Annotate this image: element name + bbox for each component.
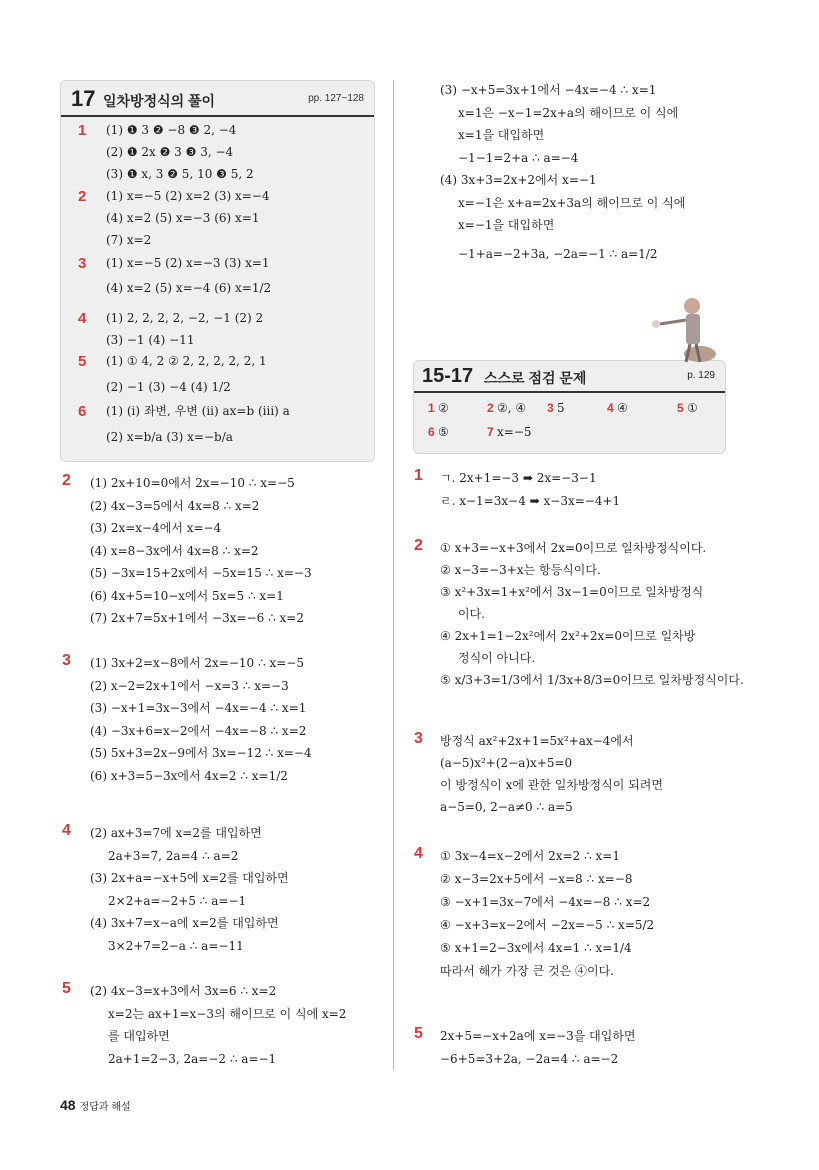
box17-item-line: (2) −1 (3) −4 (4) 1/2 — [106, 380, 231, 394]
box17-item-number: 6 — [78, 403, 87, 420]
box17-item-line: (1) ❶ 3 ❷ −8 ❸ 2, −4 — [106, 123, 237, 137]
page-footer — [60, 1097, 131, 1113]
box17-item-number: 2 — [78, 188, 87, 205]
box17-item-line: (1) ① 4, 2 ② 2, 2, 2, 2, 2, 1 — [106, 354, 267, 368]
answer-number: 4 — [607, 401, 618, 415]
answer-number: 2 — [487, 401, 498, 415]
answer-number: 6 — [428, 425, 439, 439]
left-solution-line: (2) ax+3=7에 x=2를 대입하면 — [90, 826, 262, 840]
left-solution-line: (2) x−2=2x+1에서 −x=3 ∴ x=−3 — [90, 678, 289, 693]
left-solution-line: (3) 2x+a=−x+5에 x=2를 대입하면 — [90, 871, 289, 885]
footer-label: 정답과 해설 — [79, 1102, 131, 1113]
box2-number: 15-17 — [422, 365, 474, 387]
left-solution-line: x=2는 ax+1=x−3의 해이므로 이 식에 x=2 — [108, 1006, 347, 1021]
box2-pages: p. 129 — [687, 370, 715, 381]
self-check-answer — [547, 400, 565, 416]
box-header — [61, 81, 374, 117]
left-solution-line: (4) 3x+7=x−a에 x=2를 대입하면 — [90, 916, 279, 930]
right-solution-line: ③ −x+1=3x−7에서 −4x=−8 ∴ x=2 — [440, 895, 651, 909]
right-solution-line: −6+5=3+2a, −2a=4 ∴ a=−2 — [440, 1052, 619, 1066]
left-solution-line: (2) 4x−3=5에서 4x=8 ∴ x=2 — [90, 498, 260, 513]
box17-item-number: 1 — [78, 122, 87, 139]
right-solution-line: ㄱ. 2x+1=−3 ➡ 2x=−3−1 — [440, 471, 597, 485]
wizard-illustration — [640, 292, 730, 366]
box17-item-number: 5 — [78, 353, 87, 370]
box2-title: 스스로 점검 문제 — [484, 370, 587, 386]
answer-value: x=−5 — [497, 425, 532, 439]
answer-value: ⑤ — [438, 425, 449, 439]
answer-value: ④ — [617, 401, 628, 415]
right-top-line: −1+a=−2+3a, −2a=−1 ∴ a=1/2 — [458, 246, 658, 261]
left-solution-line: 2a+1=2−3, 2a=−2 ∴ a=−1 — [108, 1051, 277, 1066]
left-solution-line: (4) −3x+6=x−2에서 −4x=−8 ∴ x=2 — [90, 723, 307, 738]
right-solution-line: ⑤ x+1=2−3x에서 4x=1 ∴ x=1/4 — [440, 941, 632, 955]
left-solution-line: (5) −3x=15+2x에서 −5x=15 ∴ x=−3 — [90, 566, 312, 580]
left-solution-line: (7) 2x+7=5x+1에서 −3x=−6 ∴ x=2 — [90, 611, 304, 625]
right-solution-line: 방정식 ax²+2x+1=5x²+ax−4에서 — [440, 734, 634, 748]
self-check-answer — [607, 400, 628, 416]
right-top-line: x=−1은 x+a=2x+3a의 해이므로 이 식에 — [458, 195, 686, 210]
right-question-number: 5 — [414, 1025, 423, 1042]
right-top-line: (4) 3x+3=2x+2에서 x=−1 — [440, 173, 597, 187]
answer-number: 1 — [428, 401, 439, 415]
right-solution-line: ⑤ x/3+3=1/3에서 1/3x+8/3=0이므로 일차방정식이다. — [440, 673, 744, 687]
right-solution-line: (a−5)x²+(2−a)x+5=0 — [440, 756, 573, 770]
box17-item-number: 3 — [78, 255, 87, 272]
answer-value: ②, ④ — [497, 401, 527, 415]
box17-item-line: (2) x=b/a (3) x=−b/a — [106, 430, 233, 444]
self-check-answer — [428, 400, 449, 416]
answer-value: ① — [687, 401, 698, 415]
self-check-answer — [428, 424, 449, 440]
box-title: 일차방정식의 풀이 — [103, 93, 216, 109]
right-top-line: x=−1을 대입하면 — [458, 218, 555, 232]
right-solution-line: 이다. — [458, 607, 485, 621]
left-solution-line: 2a+3=7, 2a=4 ∴ a=2 — [108, 848, 239, 863]
right-solution-line: 2x+5=−x+2a에 x=−3을 대입하면 — [440, 1029, 636, 1043]
box17-item-line: (3) ❶ x, 3 ❷ 5, 10 ❸ 5, 2 — [106, 167, 254, 181]
right-question-number: 3 — [414, 730, 423, 747]
right-top-line: x=1을 대입하면 — [458, 128, 545, 142]
box17-item-line: (1) x=−5 (2) x=−3 (3) x=1 — [106, 256, 270, 270]
box17-item-line: (7) x=2 — [106, 233, 152, 247]
answer-number: 7 — [487, 425, 498, 439]
self-check-answer — [677, 400, 698, 416]
right-solution-line: 정식이 아니다. — [458, 651, 536, 665]
left-question-number: 5 — [62, 980, 71, 997]
box17-item-line: (4) x=2 (5) x=−3 (6) x=1 — [106, 211, 260, 225]
right-top-line: (3) −x+5=3x+1에서 −4x=−4 ∴ x=1 — [440, 83, 657, 97]
left-question-number: 2 — [62, 472, 71, 489]
answer-number: 3 — [547, 401, 558, 415]
right-solution-line: ② x−3=2x+5에서 −x=8 ∴ x=−8 — [440, 872, 633, 886]
left-solution-line: (2) 4x−3=x+3에서 3x=6 ∴ x=2 — [90, 984, 277, 998]
right-solution-line: ④ −x+3=x−2에서 −2x=−5 ∴ x=5/2 — [440, 918, 655, 932]
right-solution-line: a−5=0, 2−a≠0 ∴ a=5 — [440, 800, 573, 814]
answer-value: ② — [438, 401, 449, 415]
left-solution-line: 2×2+a=−2+5 ∴ a=−1 — [108, 893, 247, 908]
right-solution-line: ① x+3=−x+3에서 2x=0이므로 일차방정식이다. — [440, 541, 707, 555]
right-top-line: −1−1=2+a ∴ a=−4 — [458, 150, 579, 165]
left-solution-line: (1) 2x+10=0에서 2x=−10 ∴ x=−5 — [90, 476, 295, 490]
left-solution-line: (3) −x+1=3x−3에서 −4x=−4 ∴ x=1 — [90, 701, 307, 715]
right-solution-line: ② x−3=−3+x는 항등식이다. — [440, 563, 601, 577]
box17-item-line: (3) −1 (4) −11 — [106, 333, 195, 347]
right-solution-line: 이 방정식이 x에 관한 일차방정식이 되려면 — [440, 778, 663, 792]
right-solution-line: ③ x²+3x=1+x²에서 3x−1=0이므로 일차방정식 — [440, 585, 704, 599]
left-solution-line: (3) 2x=x−4에서 x=−4 — [90, 521, 222, 535]
page-number: 48 — [60, 1097, 76, 1113]
right-question-number: 2 — [414, 537, 423, 554]
box-pages: pp. 127~128 — [308, 93, 364, 104]
left-solution-line: (6) x+3=5−3x에서 4x=2 ∴ x=1/2 — [90, 768, 288, 783]
self-check-answer — [487, 400, 526, 416]
left-question-number: 3 — [62, 652, 71, 669]
left-solution-line: 3×2+7=2−a ∴ a=−11 — [108, 938, 244, 953]
box17-item-number: 4 — [78, 310, 87, 327]
box17-item-line: (1) x=−5 (2) x=2 (3) x=−4 — [106, 189, 270, 203]
left-solution-line: (1) 3x+2=x−8에서 2x=−10 ∴ x=−5 — [90, 656, 304, 670]
box-number: 17 — [71, 86, 96, 111]
self-check-answer — [487, 424, 532, 440]
box17-item-line: (4) x=2 (5) x=−4 (6) x=1/2 — [106, 281, 272, 295]
box17-item-line: (1) 2, 2, 2, 2, −2, −1 (2) 2 — [106, 311, 264, 325]
left-solution-line: (6) 4x+5=10−x에서 5x=5 ∴ x=1 — [90, 588, 284, 603]
left-solution-line: (4) x=8−3x에서 4x=8 ∴ x=2 — [90, 543, 259, 558]
left-solution-line: (5) 5x+3=2x−9에서 3x=−12 ∴ x=−4 — [90, 746, 312, 760]
box17-item-line: (1) (i) 좌변, 우변 (ii) ax=b (iii) a — [106, 404, 290, 418]
answer-value: 5 — [557, 401, 565, 415]
column-divider — [393, 80, 394, 1070]
right-question-number: 1 — [414, 467, 423, 484]
left-question-number: 4 — [62, 822, 71, 839]
left-solution-line: 를 대입하면 — [108, 1029, 170, 1043]
right-solution-line: ㄹ. x−1=3x−4 ➡ x−3x=−4+1 — [440, 494, 621, 508]
box17-item-line: (2) ❶ 2x ❷ 3 ❸ 3, −4 — [106, 145, 234, 159]
right-solution-line: 따라서 해가 가장 큰 것은 ④이다. — [440, 964, 614, 978]
right-solution-line: ④ 2x+1=1−2x²에서 2x²+2x=0이므로 일차방 — [440, 629, 696, 643]
right-top-line: x=1은 −x−1=2x+a의 해이므로 이 식에 — [458, 105, 679, 120]
right-solution-line: ① 3x−4=x−2에서 2x=2 ∴ x=1 — [440, 849, 620, 863]
right-question-number: 4 — [414, 845, 423, 862]
answer-number: 5 — [677, 401, 688, 415]
